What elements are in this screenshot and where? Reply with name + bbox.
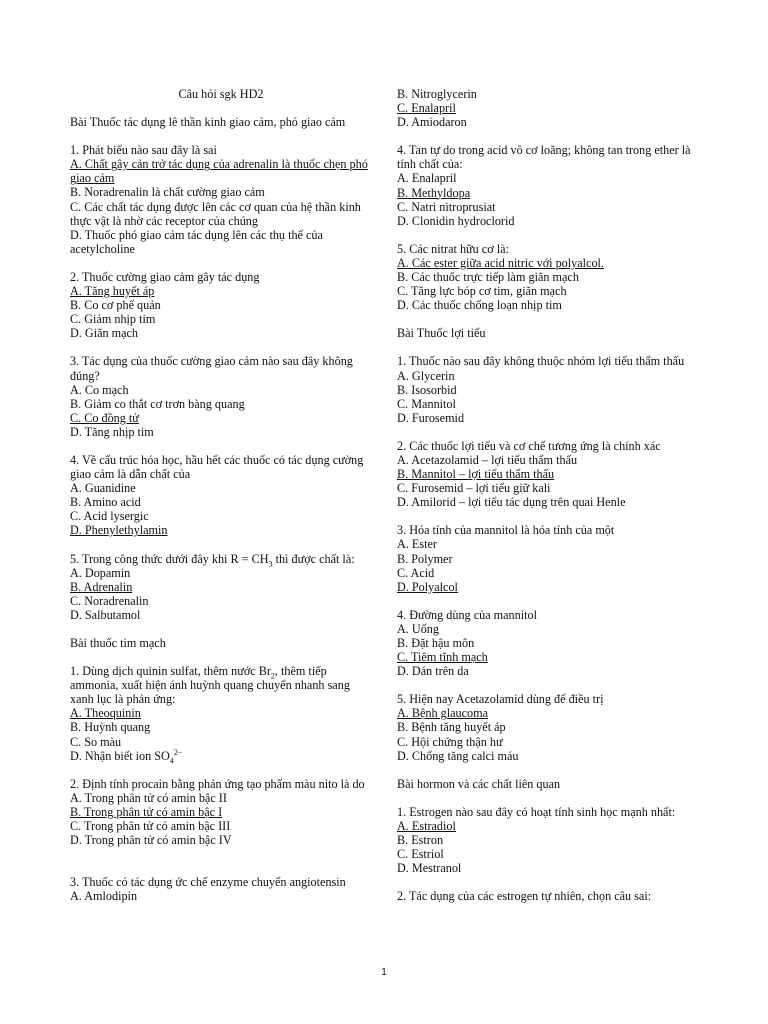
answer-option: C. So màu [70, 734, 122, 749]
question: 4. Tan tự do trong acid vô cơ loãng; không tan trong ether là tính chất của: [397, 143, 691, 172]
answer-option: B. Co cơ phế quản [70, 298, 161, 313]
answer-option: D. Chống tăng calci máu [397, 748, 519, 763]
answer-option: D. Mestranol [397, 861, 462, 876]
section-heading: Bài hormon và các chất liên quan [397, 776, 561, 791]
answer-option: C. Hội chứng thận hư [397, 734, 503, 749]
answer-option: A. Trong phân tử có amin bậc II [70, 790, 227, 805]
answer-option: D. Clonidin hydroclorid [397, 213, 515, 228]
answer-option: D. Polyalcol [397, 579, 458, 594]
answer-option: A. Glycerin [397, 368, 455, 383]
answer-option: B. Isosorbid [397, 382, 457, 397]
question: 1. Phát biểu nào sau đây là sai [70, 143, 217, 158]
answer-option: C. Noradrenalin [70, 593, 149, 608]
page-title: Câu hỏi sgk HD2 [178, 87, 264, 101]
answer-option: B. Đặt hậu môn [397, 636, 475, 650]
question: 4. Đường dùng của mannitol [397, 607, 537, 622]
answer-option: C. Các chất tác dụng được lên các cơ quan của hệ thần kinh thực vật là nhờ các receptor của chúng [70, 199, 361, 228]
answer-option: B. Giảm co thắt cơ trơn bàng quang [70, 396, 245, 411]
answer-option: C. Co đồng tử [70, 410, 139, 425]
question: 1. Estrogen nào sau đây có hoạt tính sinh học mạnh nhất: [397, 804, 676, 819]
question: 4. Về cấu trúc hóa học, hầu hết các thuốc có tác dụng cường giao cảm là dẫn chất của [70, 452, 364, 482]
answer-option: A. Ester [397, 537, 437, 552]
answer-option: B. Mannitol – lợi tiểu thẩm thấu [397, 467, 555, 482]
answer-option: A. Guanidine [70, 481, 136, 496]
answer-option: B. Estron [397, 833, 444, 848]
answer-option: A. Bệnh glaucoma [397, 706, 489, 721]
question: 3. Hóa tính của mannitol là hóa tính của một [397, 523, 615, 538]
page-number: 1 [381, 967, 387, 978]
question: 3. Tác dụng của thuốc cường giao cảm nào sau đây không đúng? [70, 354, 353, 383]
question: 2. Các thuốc lợi tiểu và cơ chế tương ứng là chính xác [397, 438, 661, 453]
answer-option: B. Adrenalin [70, 579, 133, 594]
answer-option: D. Thuốc phó giao cảm tác dụng lên các thụ thể của acetylcholine [70, 227, 323, 256]
answer-option: A. Acetazolamid – lợi tiểu thẩm thấu [397, 452, 578, 467]
answer-option: A. Các ester giữa acid nitric với polyalcol. [397, 255, 604, 270]
answer-option: B. Amino acid [70, 495, 141, 510]
answer-option: C. Mannitol [397, 396, 456, 411]
answer-option: D. Các thuốc chống loạn nhịp tim [397, 298, 562, 313]
answer-option: A. Dopamin [70, 565, 131, 580]
answer-option: B. Bệnh tăng huyết áp [397, 720, 506, 735]
answer-option: A. Amlodipin [70, 889, 138, 904]
section-heading: Bài Thuốc lợi tiểu [397, 326, 486, 341]
answer-option: D. Dán trên da [397, 664, 469, 679]
answer-option: A. Tăng huyết áp [70, 284, 155, 299]
answer-option: C. Tiêm tĩnh mạch [397, 650, 488, 665]
question: 2. Định tính procain bằng phản ứng tạo phẩm màu nito là do [70, 776, 365, 791]
question: 5. Hiện nay Acetazolamid dùng để điều trị [397, 692, 604, 707]
answer-option: A. Enalapril [397, 171, 457, 186]
answer-option: B. Trong phân tử có amin bậc I [70, 804, 223, 819]
answer-option: B. Huỳnh quang [70, 720, 151, 735]
left-column [70, 87, 372, 903]
answer-option: C. Acid lysergic [70, 509, 149, 524]
answer-option: C. Estriol [397, 847, 444, 862]
answer-option: B. Noradrenalin là chất cường giao cảm [70, 185, 265, 200]
answer-option: A. Co mạch [70, 382, 129, 397]
answer-option: D. Salbutamol [70, 607, 141, 622]
answer-option: C. Trong phân tử có amin bậc III [70, 819, 231, 834]
answer-option: D. Phenylethylamin [70, 523, 168, 538]
answer-option: A. Chất gây cản trở tác dụng của adrenalin là thuốc chẹn phó giao cảm [70, 157, 368, 186]
answer-option: C. Giảm nhịp tim [70, 312, 156, 327]
answer-option: A. Theoquinin [70, 706, 141, 721]
question: 3. Thuốc có tác dụng ức chế enzyme chuyển angiotensin [70, 875, 346, 890]
answer-option: D. Nhận biết ion $SO_4^{2-}$ [70, 747, 183, 766]
answer-option: C. Acid [397, 565, 435, 580]
answer-option: B. Methyldopa [397, 185, 471, 200]
answer-option: B. Nitroglycerin [397, 87, 477, 101]
answer-option: D. Furosemid [397, 410, 465, 425]
answer-option: D. Giãn mạch [70, 326, 139, 341]
answer-option: C. Natri nitroprusiat [397, 199, 496, 214]
answer-option: D. Amilorid – lợi tiểu tác dụng trên quai Henle [397, 495, 626, 510]
answer-option: D. Amiodaron [397, 115, 467, 130]
section-heading: Bài Thuốc tác dụng lê thần kinh giao cảm, phó giao cảm [70, 115, 346, 130]
question: 1. Thuốc nào sau đây không thuộc nhóm lợi tiểu thẩm thấu [397, 354, 685, 369]
answer-option: C. Furosemid – lợi tiểu giữ kali [397, 481, 551, 496]
answer-option: D. Trong phân tử có amin bậc IV [70, 833, 232, 848]
question: 2. Thuốc cường giao cảm gây tác dụng [70, 269, 260, 284]
question: 5. Trong công thức dưới đây khi $R = CH_3$ thì được chất là: [70, 551, 355, 568]
question: 1. Dùng dịch quinin sulfat, thêm nước $Br_2$, thêm tiếp ammonia, xuất hiện ánh huỳnh quang chuyển nhanh sang xanh lục là phản ứng: [70, 664, 350, 707]
answer-option: B. Polymer [397, 551, 453, 566]
answer-option: A. Estradiol [397, 818, 456, 833]
answer-option: C. Enalapril [397, 101, 456, 116]
answer-option: D. Tăng nhịp tim [70, 424, 154, 439]
answer-option: C. Tăng lực bóp cơ tim, giãn mạch [397, 284, 567, 299]
question: 5. Các nitrat hữu cơ là: [397, 241, 509, 256]
section-heading: Bài thuốc tim mạch [70, 636, 166, 650]
answer-option: A. Uống [397, 621, 439, 636]
question: 2. Tác dụng của các estrogen tự nhiên, chọn câu sai: [397, 889, 652, 904]
answer-option: B. Các thuốc trực tiếp làm giãn mạch [397, 270, 579, 285]
right-column [397, 87, 697, 903]
